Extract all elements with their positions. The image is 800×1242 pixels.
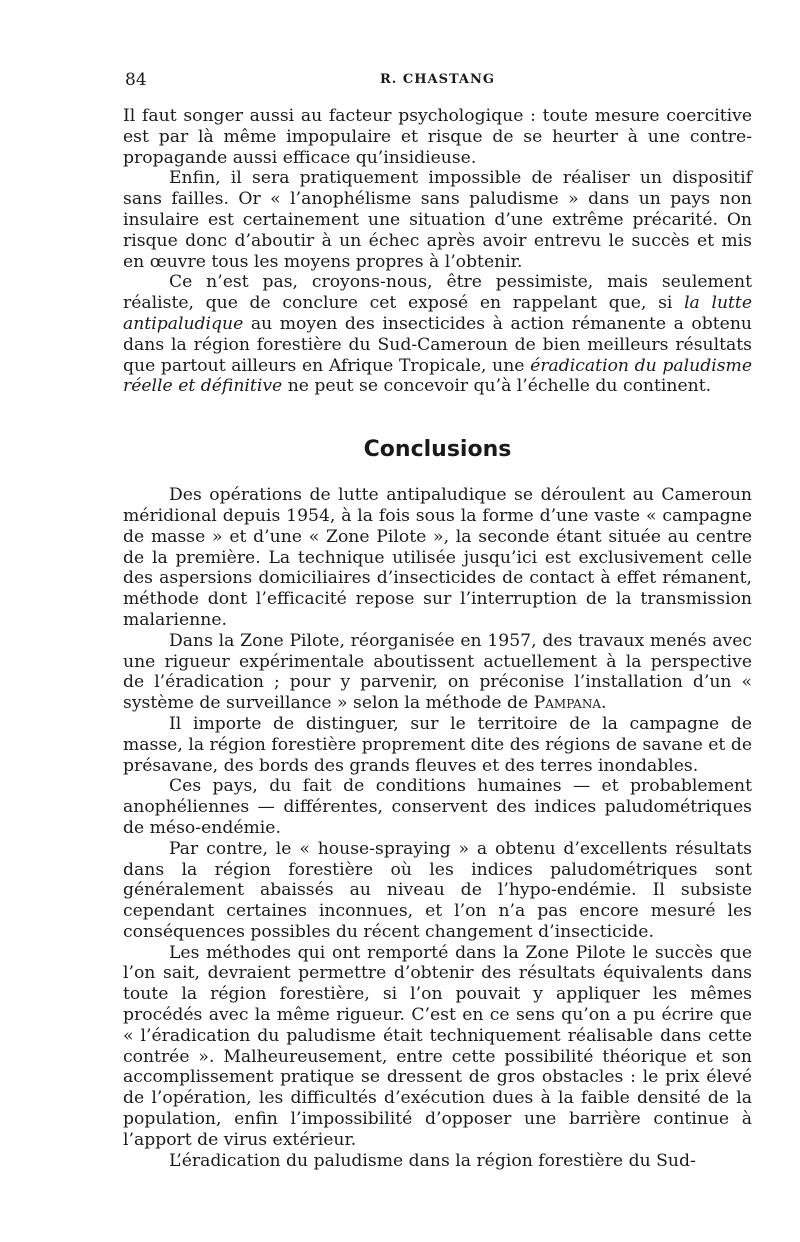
page-number: 84 xyxy=(125,70,147,90)
section-title-conclusions: Conclusions xyxy=(363,437,512,463)
intro-p3-emphasis-2: éradication du paludisme réelle et définitive xyxy=(123,355,752,397)
conclusions-paragraph-5: Par contre, le « house-spraying » a obtenu d’excellents résultats dans la région forestière où les indices paludométriques sont généralement abaissés au niveau de l’hypo-endémie. Il subsiste cependant certaines inconnues, et l’on n’a pas encore mesuré les conséquences possibles du récent changement d’insecticide. xyxy=(123,838,752,942)
conclusions-paragraph-3: Il importe de distinguer, sur le territoire de la campagne de masse, la région forestière proprement dite des régions de savane et de présavane, des bords des grands fleuves et des terres inondables. xyxy=(123,713,752,776)
intro-paragraph-1: Il faut songer aussi au facteur psychologique : toute mesure coercitive est par là même impopulaire et risque de se heurter à une contre-propagande aussi efficace qu’insidieuse. xyxy=(123,106,752,168)
intro-p3-text-a: Ce n’est pas, croyons-nous, être pessimiste, mais seulement réaliste, que de conclure cet exposé en rappelant que, si xyxy=(123,272,752,314)
intro-p3-emphasis-1: la lutte antipaludique xyxy=(123,293,753,334)
author-running-title: R. CHASTANG xyxy=(380,72,495,87)
intro-paragraph-2: Enfin, il sera pratiquement impossible de réaliser un dispositif sans failles. Or « l’anophélisme sans paludisme » dans un pays non insulaire est certainement une situation d’une extrême précarité. On risque donc d’aboutir à un échec après avoir entrevu le succès et mis en œuvre tous les moyens propres à l’obtenir. xyxy=(123,168,752,272)
conclusions-paragraph-1: Des opérations de lutte antipaludique se déroulent au Cameroun méridional depuis 1954, à la fois sous la forme d’une vaste « campagne de masse » et d’une « Zone Pilote », la seconde étant située au centre de la première. La technique utilisée jusqu’ici est exclusivement celle des aspersions domiciliaires d’insecticides de contact à effet rémanent, méthode dont l’efficacité repose sur l’interruption de la transmission malarienne. xyxy=(123,485,752,630)
intro-paragraph-3 xyxy=(123,272,752,397)
conclusions-p2-text-b: . xyxy=(601,693,607,714)
conclusions-p2-text-a: Dans la Zone Pilote, réorganisée en 1957, des travaux menés avec une rigueur expérimentale aboutissent actuellement à la perspective de l’éradication ; pour y parvenir, on préconise l’installation d’un « système de surveillance » selon la méthode de xyxy=(123,630,752,714)
conclusions-paragraph-2 xyxy=(123,631,752,714)
intro-p3-text-c: ne peut se concevoir qu’à l’échelle du continent. xyxy=(282,376,712,397)
running-head xyxy=(123,70,752,92)
conclusions-paragraph-4: Ces pays, du fait de conditions humaines — et probablement anophéliennes — différentes, conservent des indices paludométriques de méso-endémie. xyxy=(123,776,752,838)
author-name-pampana: Pampana xyxy=(533,693,602,714)
conclusions-paragraph-7: L’éradication du paludisme dans la région forestière du Sud- xyxy=(169,1150,696,1171)
intro-p3-text-b: au moyen des insecticides à action rémanente a obtenu dans la région forestière du Sud-Cameroun de bien meilleurs résultats que partout ailleurs en Afrique Tropicale, une xyxy=(123,313,752,376)
conclusions-paragraph-6: Les méthodes qui ont remporté dans la Zone Pilote le succès que l’on sait, devraient permettre d’obtenir des résultats équivalents dans toute la région forestière, si l’on pouvait y appliquer les mêmes procédés avec la même rigueur. C’est en ce sens qu’on a pu écrire que « l’éradication du paludisme était techniquement réalisable dans cette contrée ». Malheureusement, entre cette possibilité théorique et son accomplissement pratique se dressent de gros obstacles : le prix élevé de l’opération, les difficultés d’exécution dues à la faible densité de la population, enfin l’impossibilité d’opposer une barrière continue à l’apport de virus extérieur. xyxy=(123,942,752,1150)
